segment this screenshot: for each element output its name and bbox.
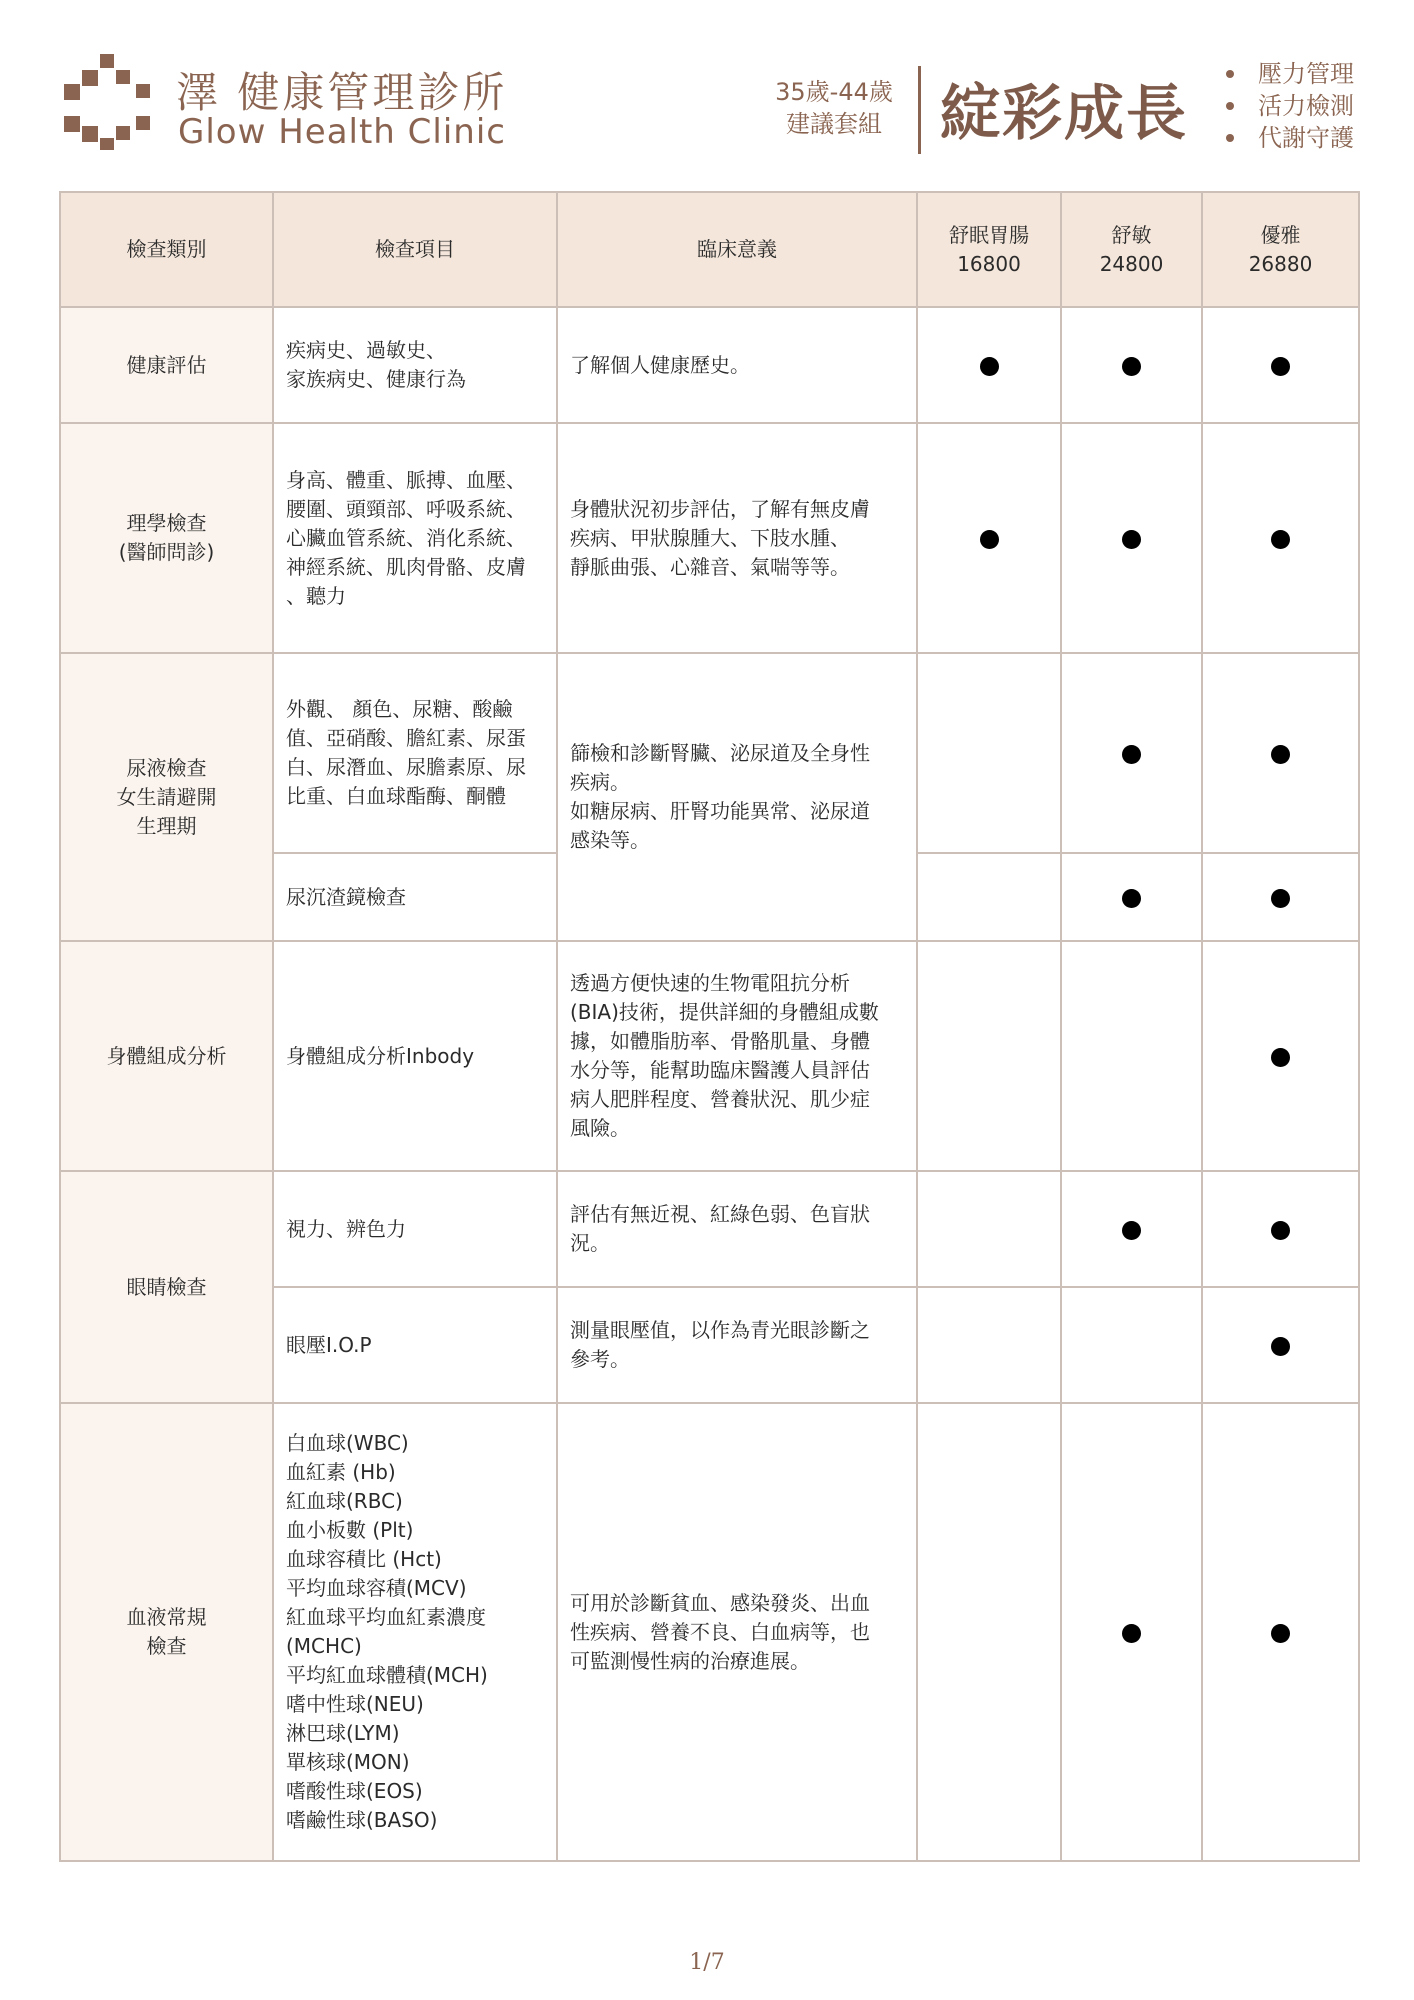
header-plan — [917, 192, 1061, 307]
mark-cell — [1202, 941, 1359, 1171]
table-row — [60, 307, 1359, 423]
included-dot-icon — [980, 357, 999, 376]
bullet-icon — [1226, 102, 1234, 110]
checkup-table — [59, 191, 1360, 1862]
category-cell: 血液常規 檢查 — [60, 1403, 273, 1861]
meaning-cell: 透過方便快速的生物電阻抗分析 (BIA)技術，提供詳細的身體組成數 據，如體脂肪率、骨骼肌量、身體 水分等，能幫助臨床醫護人員評估 病人肥胖程度、營養狀況、肌少症 風險。 — [557, 941, 917, 1171]
header-meaning: 臨床意義 — [557, 192, 917, 307]
mark-cell — [917, 653, 1061, 853]
clinic-logo-icon — [64, 54, 160, 150]
mark-cell — [1202, 653, 1359, 853]
feature-item — [1222, 90, 1354, 122]
mark-cell — [1202, 1403, 1359, 1861]
table-row — [60, 653, 1359, 853]
meaning-cell: 身體狀況初步評估，了解有無皮膚 疾病、甲狀腺腫大、下肢水腫、 靜脈曲張、心雜音、氣喘等等。 — [557, 423, 917, 653]
mark-cell — [917, 853, 1061, 941]
header-divider — [918, 66, 921, 154]
included-dot-icon — [1271, 530, 1290, 549]
feature-list — [1222, 58, 1354, 154]
mark-cell — [917, 941, 1061, 1171]
table-row — [60, 1403, 1359, 1861]
mark-cell — [1061, 653, 1202, 853]
mark-cell — [1061, 1287, 1202, 1403]
header-plan — [1202, 192, 1359, 307]
clinic-name-en: Glow Health Clinic — [178, 112, 506, 152]
meaning-cell: 評估有無近視、紅綠色弱、色盲狀 況。 — [557, 1171, 917, 1287]
table-row — [60, 1171, 1359, 1287]
category-cell: 身體組成分析 — [60, 941, 273, 1171]
mark-cell — [1202, 423, 1359, 653]
included-dot-icon — [1271, 1048, 1290, 1067]
feature-item — [1222, 122, 1354, 154]
item-cell: 疾病史、過敏史、 家族病史、健康行為 — [273, 307, 557, 423]
clinic-name-zh: 澤 健康管理診所 — [176, 68, 508, 117]
mark-cell — [917, 307, 1061, 423]
mark-cell — [1202, 307, 1359, 423]
mark-cell — [1061, 307, 1202, 423]
plan-price: 26880 — [1248, 251, 1313, 276]
included-dot-icon — [1271, 1337, 1290, 1356]
bullet-icon — [1226, 134, 1234, 142]
category-cell: 尿液檢查 女生請避開 生理期 — [60, 653, 273, 941]
mark-cell — [1202, 853, 1359, 941]
mark-cell — [917, 1287, 1061, 1403]
mark-cell — [1061, 1403, 1202, 1861]
meaning-cell: 篩檢和診斷腎臟、泌尿道及全身性 疾病。 如糖尿病、肝腎功能異常、泌尿道 感染等。 — [557, 653, 917, 941]
bullet-icon — [1226, 70, 1234, 78]
item-cell: 視力、辨色力 — [273, 1171, 557, 1287]
package-title: 綻彩成長 — [940, 79, 1188, 149]
included-dot-icon — [1122, 889, 1141, 908]
category-cell: 健康評估 — [60, 307, 273, 423]
mark-cell — [917, 1403, 1061, 1861]
item-cell: 外觀、 顏色、尿糖、酸鹼 值、亞硝酸、膽紅素、尿蛋 白、尿潛血、尿膽素原、尿 比重、白血球酯酶、酮體 — [273, 653, 557, 853]
included-dot-icon — [1271, 745, 1290, 764]
included-dot-icon — [1271, 889, 1290, 908]
mark-cell — [1061, 941, 1202, 1171]
meaning-cell: 了解個人健康歷史。 — [557, 307, 917, 423]
meaning-cell: 測量眼壓值，以作為青光眼診斷之 參考。 — [557, 1287, 917, 1403]
page-number: 1/7 — [689, 1950, 725, 1975]
age-block — [766, 76, 902, 140]
plan-name: 舒眠胃腸 — [949, 222, 1029, 247]
feature-label: 代謝守護 — [1258, 124, 1354, 152]
included-dot-icon — [1122, 530, 1141, 549]
item-cell: 尿沉渣鏡檢查 — [273, 853, 557, 941]
header-category: 檢查類別 — [60, 192, 273, 307]
included-dot-icon — [1271, 357, 1290, 376]
age-range: 35歲-44歲 — [775, 78, 893, 106]
feature-label: 活力檢測 — [1258, 92, 1354, 120]
plan-name: 舒敏 — [1111, 222, 1152, 247]
feature-label: 壓力管理 — [1258, 60, 1354, 88]
table-header-row — [60, 192, 1359, 307]
included-dot-icon — [1271, 1221, 1290, 1240]
suggested-label: 建議套組 — [786, 110, 882, 138]
header-plan — [1061, 192, 1202, 307]
table-row — [60, 423, 1359, 653]
item-cell: 白血球(WBC) 血紅素 (Hb) 紅血球(RBC) 血小板數 (Plt) 血球容積比 (Hct) 平均血球容積(MCV) 紅血球平均血紅素濃度 (MCHC) 平均紅血球體積(MCH) 嗜中性球(NEU) 淋巴球(LYM) 單核球(MON) 嗜酸性球(EOS) 嗜鹼性球(BASO) — [273, 1403, 557, 1861]
included-dot-icon — [1122, 1221, 1141, 1240]
included-dot-icon — [1271, 1624, 1290, 1643]
plan-name: 優雅 — [1260, 222, 1301, 247]
mark-cell — [1061, 1171, 1202, 1287]
item-cell: 身體組成分析Inbody — [273, 941, 557, 1171]
included-dot-icon — [980, 530, 999, 549]
mark-cell — [917, 423, 1061, 653]
item-cell: 眼壓I.O.P — [273, 1287, 557, 1403]
mark-cell — [1061, 853, 1202, 941]
mark-cell — [1202, 1287, 1359, 1403]
mark-cell — [917, 1171, 1061, 1287]
category-cell: 理學檢查 (醫師問診) — [60, 423, 273, 653]
feature-item — [1222, 58, 1354, 90]
category-cell: 眼睛檢查 — [60, 1171, 273, 1403]
included-dot-icon — [1122, 1624, 1141, 1643]
page-header — [0, 0, 1414, 180]
included-dot-icon — [1122, 357, 1141, 376]
meaning-cell: 可用於診斷貧血、感染發炎、出血 性疾病、營養不良、白血病等，也 可監測慢性病的治療進展。 — [557, 1403, 917, 1861]
plan-price: 24800 — [1099, 251, 1164, 276]
table-row — [60, 941, 1359, 1171]
mark-cell — [1061, 423, 1202, 653]
plan-price: 16800 — [957, 251, 1021, 276]
mark-cell — [1202, 1171, 1359, 1287]
included-dot-icon — [1122, 745, 1141, 764]
item-cell: 身高、體重、脈搏、血壓、 腰圍、頭頸部、呼吸系統、 心臟血管系統、消化系統、 神經系統、肌肉骨骼、皮膚 、聽力 — [273, 423, 557, 653]
header-item: 檢查項目 — [273, 192, 557, 307]
